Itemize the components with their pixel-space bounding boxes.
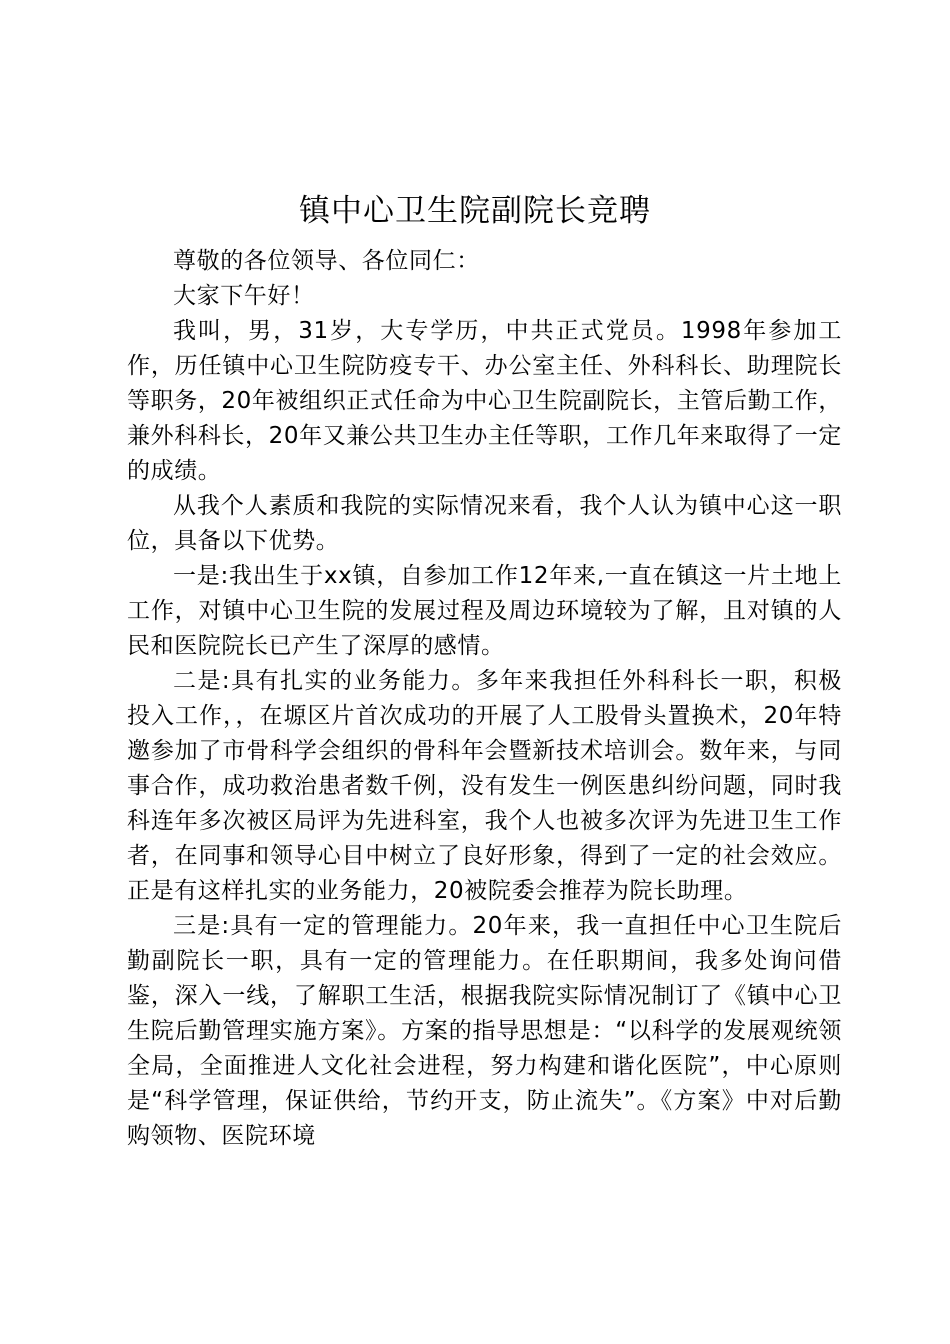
greeting-paragraph: 大家下午好！: [173, 283, 315, 309]
advantage-three-paragraph: 三是:具有一定的管理能力。20年来，我一直担任中心卫生院后勤副院长一职，具有一定的管理能力。在任职期间，我多处询问借鉴，深入一线，了解职工生活，根据我院实际情况制订了《镇中心卫生院后勤管理实施方案》。方案的指导思想是：“以科学的发展观统领全局，全面推进人文化社会进程，努力构建和谐化医院”，中心原则是“科学管理，保证供给，节约开支，防止流失”。《方案》中对后勤购领物、医院环境: [127, 913, 842, 1149]
document-body: [127, 244, 842, 1154]
advantages-intro-paragraph: 从我个人素质和我院的实际情况来看，我个人认为镇中心这一职位，具备以下优势。: [127, 493, 842, 554]
introduction-paragraph: 我叫，男，31岁，大专学历，中共正式党员。1998年参加工作，历任镇中心卫生院防疫专干、办公室主任、外科科长、助理院长等职务，20年被组织正式任命为中心卫生院副院长，主管后勤工作，兼外科科长，20年又兼公共卫生办主任等职，工作几年来取得了一定的成绩。: [127, 318, 842, 484]
salutation-paragraph: 尊敬的各位领导、各位同仁：: [173, 248, 480, 274]
advantage-one-paragraph: 一是:我出生于xx镇，自参加工作12年来,一直在镇这一片土地上工作，对镇中心卫生院的发展过程及周边环境较为了解，且对镇的人民和医院院长已产生了深厚的感情。: [127, 563, 842, 659]
document-title: 镇中心卫生院副院长竞聘: [299, 193, 651, 229]
advantage-two-paragraph: 二是:具有扎实的业务能力。多年来我担任外科科长一职，积极投入工作，，在塬区片首次成功的开展了人工股骨头置换术，20年特邀参加了市骨科学会组织的骨科年会暨新技术培训会。数年来，与同事合作，成功救治患者数千例，没有发生一例医患纠纷问题，同时我科连年多次被区局评为先进科室，我个人也被多次评为先进卫生工作者，在同事和领导心目中树立了良好形象，得到了一定的社会效应。正是有这样扎实的业务能力，20被院委会推荐为院长助理。: [127, 668, 842, 904]
